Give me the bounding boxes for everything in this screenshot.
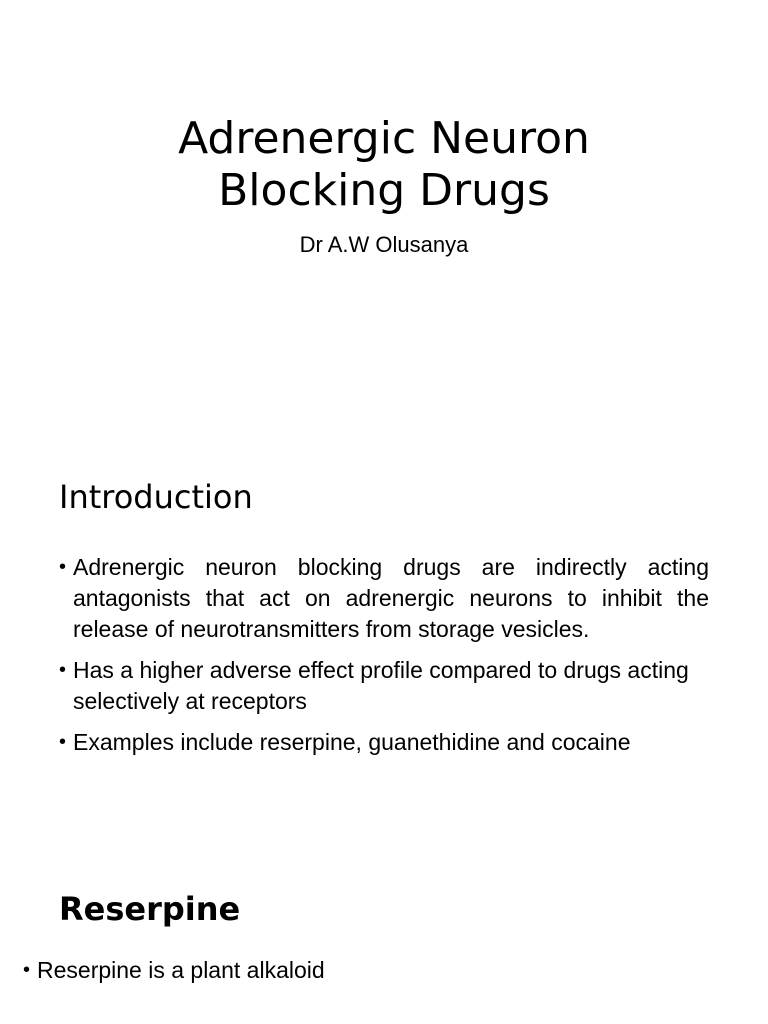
bullet-text: Adrenergic neuron blocking drugs are indirectly acting antagonists that act on adrenergic neurons to inhibit the release of neurotransmitters from storage vesicles. xyxy=(73,554,709,642)
bullet-text: Examples include reserpine, guanethidine and cocaine xyxy=(73,729,631,755)
bullet-icon: • xyxy=(59,556,67,578)
bullet-text: Reserpine is a plant alkaloid xyxy=(37,957,325,983)
list-item xyxy=(59,655,709,717)
slide-title-line-2: Blocking Drugs xyxy=(218,165,550,216)
slide-subtitle-author: Dr A.W Olusanya xyxy=(299,232,469,257)
introduction-heading: Introduction xyxy=(59,478,253,516)
list-item xyxy=(23,955,723,986)
list-item xyxy=(59,727,709,758)
bullet-text: Has a higher adverse effect profile compared to drugs acting selectively at receptors xyxy=(73,657,689,714)
introduction-bullet-list xyxy=(59,552,709,768)
bullet-icon: • xyxy=(59,731,67,753)
slide-title-line-1: Adrenergic Neuron xyxy=(178,113,590,164)
bullet-icon: • xyxy=(59,659,67,681)
list-item xyxy=(59,552,709,645)
reserpine-heading: Reserpine xyxy=(59,890,241,928)
bullet-icon: • xyxy=(23,959,31,981)
slide-title xyxy=(0,113,768,217)
reserpine-bullet-list xyxy=(23,955,723,996)
